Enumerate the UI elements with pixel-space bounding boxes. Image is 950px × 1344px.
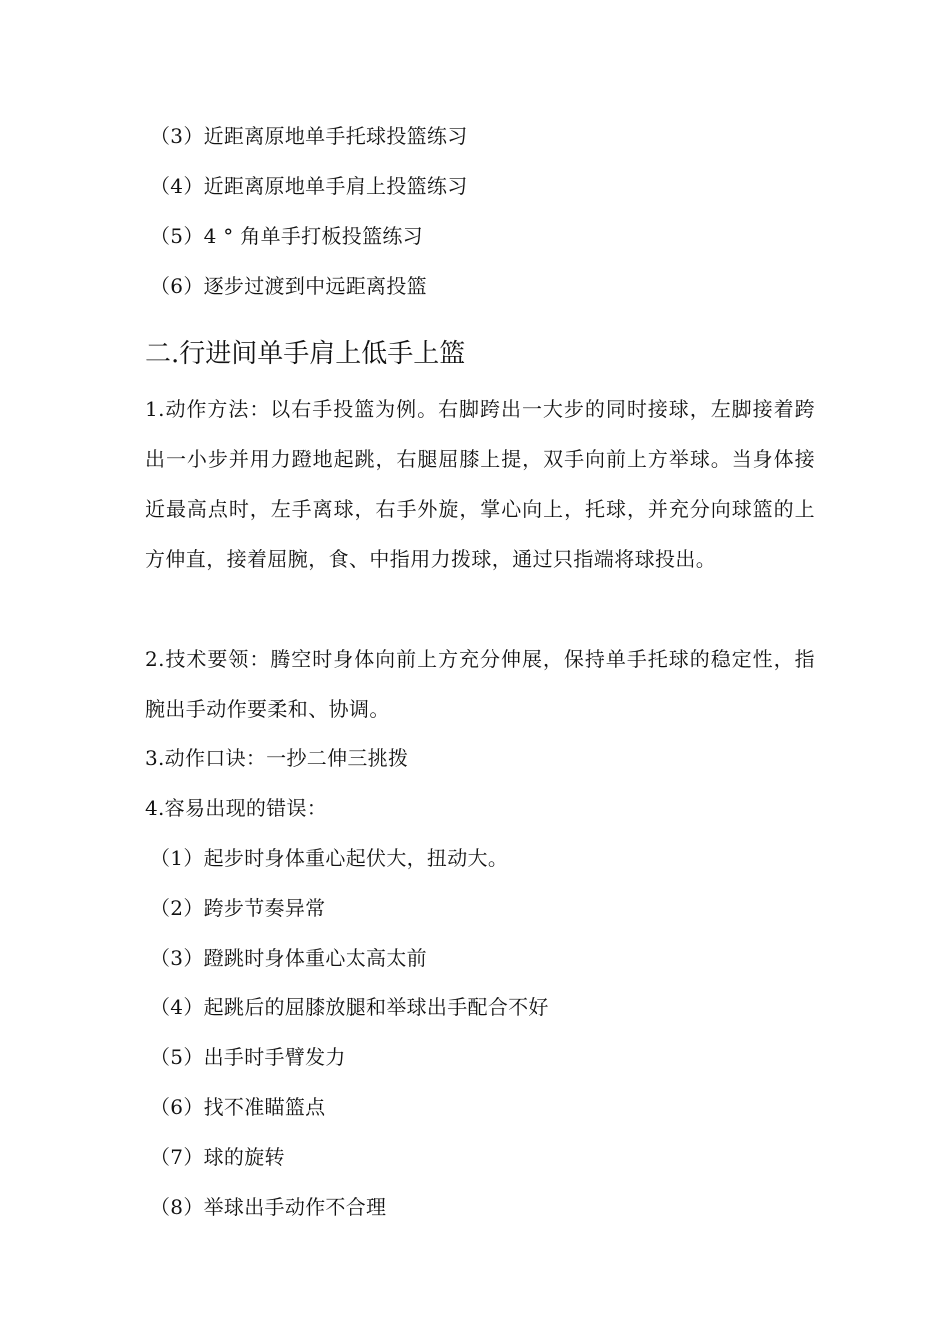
line-action-mnemonic: 3.动作口诀：一抄二伸三挑拨 (145, 746, 409, 770)
error-item-2: （2）跨步节奏异常 (150, 896, 326, 920)
error-item-1: （1）起步时身体重心起伏大，扭动大。 (150, 846, 509, 870)
list-item-4: （4）近距离原地单手肩上投篮练习 (150, 174, 468, 198)
paragraph-action-method: 1.动作方法：以右手投篮为例。右脚跨出一大步的同时接球，左脚接着跨出一小步并用力蹬地起跳，右腿屈膝上提，双手向前上方举球。当身体接近最高点时，左手离球，右手外旋，掌心向上，托球，并充分向球篮的上方伸直，接着屈腕，食、中指用力拨球，通过只指端将球投出。 (145, 397, 815, 571)
error-item-6: （6）找不准瞄篮点 (150, 1095, 326, 1119)
list-item-3: （3）近距离原地单手托球投篮练习 (150, 124, 468, 148)
section-heading: 二.行进间单手肩上低手上篮 (145, 339, 466, 369)
paragraph-technique-points: 2.技术要领：腾空时身体向前上方充分伸展，保持单手托球的稳定性，指腕出手动作要柔和、协调。 (145, 647, 815, 721)
error-item-4: （4）起跳后的屈膝放腿和举球出手配合不好 (150, 995, 549, 1019)
error-item-5: （5）出手时手臂发力 (150, 1045, 346, 1069)
error-item-3: （3）蹬跳时身体重心太高太前 (150, 946, 427, 970)
list-item-6: （6）逐步过渡到中远距离投篮 (150, 274, 427, 298)
error-item-8: （8）举球出手动作不合理 (150, 1195, 387, 1219)
list-item-5: （5）4 ° 角单手打板投篮练习 (150, 224, 423, 248)
line-common-errors: 4.容易出现的错误： (145, 796, 328, 820)
error-item-7: （7）球的旋转 (150, 1145, 285, 1169)
